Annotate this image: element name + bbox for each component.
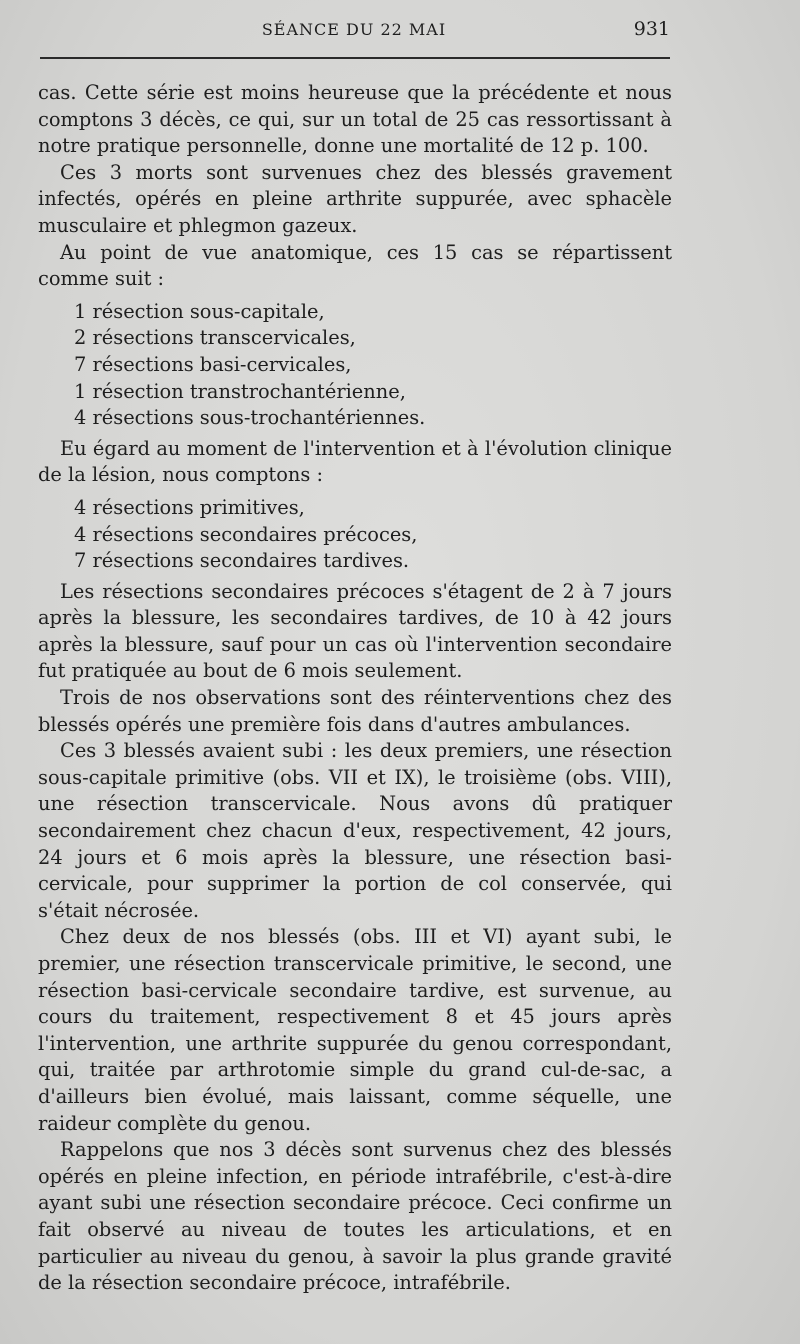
list-item: 4 résections secondaires précoces, [74, 522, 418, 546]
paragraph-4: Eu égard au moment de l'intervention et à l'évolution clinique de la lésion, nous comptons : [38, 436, 672, 487]
list-item: 4 résections primitives, [74, 495, 305, 519]
list-item: 7 résections secondaires tardives. [74, 549, 410, 573]
paragraph-8: Chez deux de nos blessés (obs. III et VI) ayant subi, le premier, une résection transcervicale primitive, le second, une résection basi-cervicale secondaire tardive, est survenue, au cours du traitement, respectivement 8 et 45 jours après l'intervention, une arthrite suppurée du genou correspondant, qui, traitée par arthrotomie simple du grand cul-de-sac, a d'ailleurs bien évolué, mais laissant, comme séquelle, une raideur complète du genou. [38, 925, 672, 1135]
list-item: 7 résections basi-cervicales, [74, 352, 352, 376]
list-item: 2 résections transcervicales, [74, 326, 356, 350]
page-header [38, 18, 670, 46]
paragraph-7: Ces 3 blessés avaient subi : les deux premiers, une résection sous-capitale primitive (obs. VII et IX), le troisième (obs. VIII), une résection transcervicale. Nous avons dû pratiquer secondairement chez chacun d'eux, respectivement, 42 jours, 24 jours et 6 mois après la blessure, une résection basi-cervicale, pour supprimer la portion de col conservée, qui s'était nécrosée. [38, 739, 672, 922]
paragraph-9: Rappelons que nos 3 décès sont survenus chez des blessés opérés en pleine infection, en période intrafébrile, c'est-à-dire ayant subi une résection secondaire précoce. Ceci confirme un fait observé au niveau de toutes les articulations, et en particulier au niveau du genou, à savoir la plus grande gravité de la résection secondaire précoce, intrafébrile. [38, 1138, 672, 1295]
body-text [38, 80, 672, 1297]
paragraph-5: Les résections secondaires précoces s'étagent de 2 à 7 jours après la blessure, les secondaires tardives, de 10 à 42 jours après la blessure, sauf pour un cas où l'intervention secondaire fut pratiquée au bout de 6 mois seulement. [38, 579, 672, 683]
paragraph-3: Au point de vue anatomique, ces 15 cas se répartissent comme suit : [38, 240, 672, 291]
page-number: 931 [633, 18, 670, 40]
paragraph-2: Ces 3 morts sont survenues chez des blessés gravement infectés, opérés en pleine arthrite suppurée, avec sphacèle musculaire et phlegmon gazeux. [38, 160, 672, 237]
clinical-list [74, 495, 672, 575]
running-title: SÉANCE DU 22 MAI [261, 20, 447, 39]
list-item: 1 résection transtrochantérienne, [74, 379, 406, 403]
list-item: 1 résection sous-capitale, [74, 299, 325, 323]
paragraph-1: cas. Cette série est moins heureuse que la précédente et nous comptons 3 décès, ce qui, sur un total de 25 cas ressortissant à notre pratique personnelle, donne une mortalité de 12 p. 100. [38, 81, 672, 158]
paragraph-6: Trois de nos observations sont des réinterventions chez des blessés opérés une première fois dans d'autres ambulances. [38, 686, 672, 736]
list-item: 4 résections sous-trochantériennes. [74, 406, 426, 430]
header-rule [40, 57, 670, 59]
anatomical-list [74, 299, 672, 432]
